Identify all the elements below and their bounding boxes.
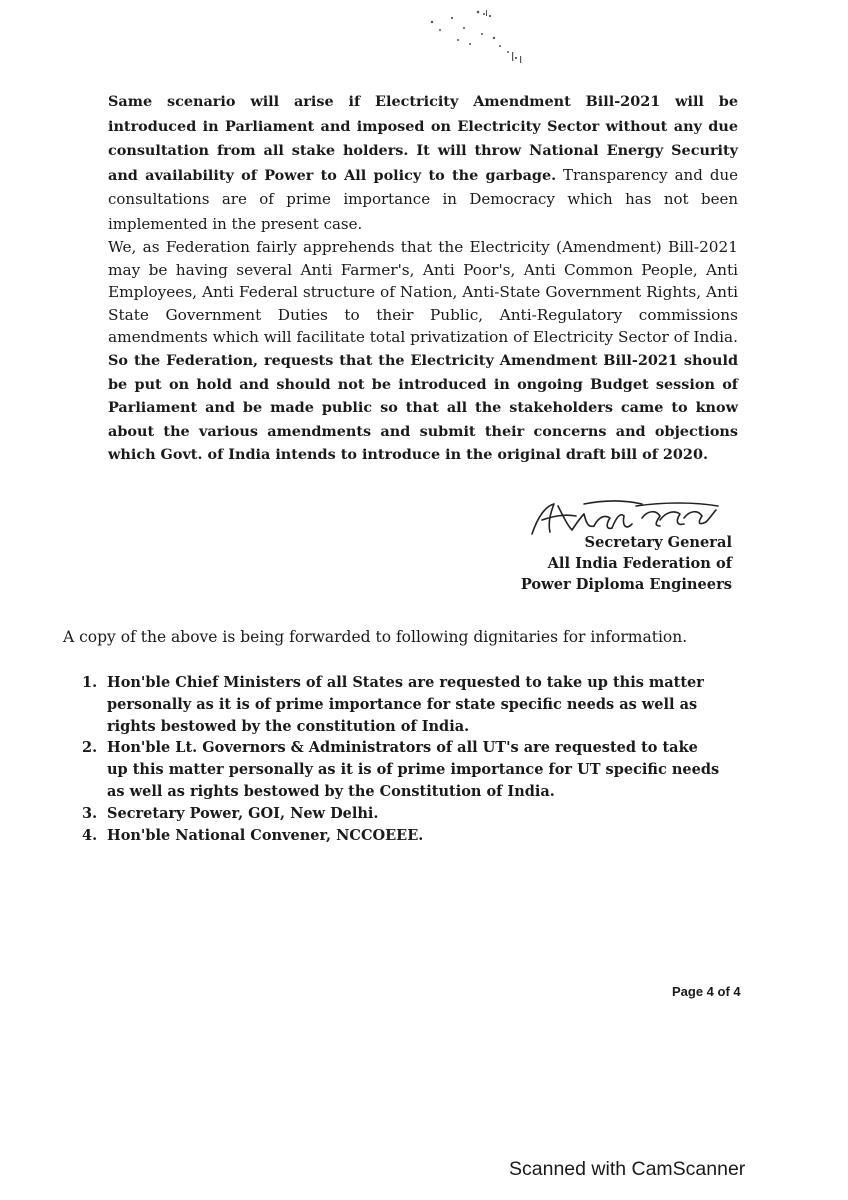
page-number: Page 4 of 4 [672,984,741,999]
list-item [82,737,722,802]
list-item-text: Secretary Power, GOI, New Delhi. [107,804,379,822]
paragraph1-normal-text: Transparency and due consultations are of prime importance in Democracy which has not been implemented in the present case. [108,165,738,233]
paragraph-consultation [108,90,738,238]
list-item-number: 1. [82,674,98,691]
signatory-title: Secretary General [584,534,732,551]
scanner-watermark: Scanned with CamScanner [509,1158,746,1180]
paragraph-federation-request [108,236,738,467]
paragraph2-normal-text: We, as Federation fairly apprehends that the Electricity (Amendment) Bill-2021 may be having several Anti Farmer's, Anti Poor's, Anti Common People, Anti Employees, Anti Federal structure of Nation, Anti-State Government Rights, Anti State Government Duties to their Public, Anti-Regulatory commissions amendments which will facilitate total privatization of Electricity Sector of India. [108,238,738,347]
organization-line-2: Power Diploma Engineers [520,576,732,593]
list-item-number: 2. [82,739,98,757]
recipient-list [82,672,722,846]
list-item [82,825,722,847]
paragraph2-bold-text: So the Federation, requests that the Electricity Amendment Bill-2021 should be put on hold and should not be introduced in ongoing Budget session of Parliament and be made public so that all the stakeholders came to know about the various amendments and submit their concerns and objections which Govt. of India intends to introduce in the original draft bill of 2020. [108,351,738,464]
list-item [82,672,722,737]
paragraph1-bold-text: Same scenario will arise if Electricity Amendment Bill-2021 will be introduced in Parliament and imposed on Electricity Sector without any due consultation from all stake holders. It will throw National Energy Security and availability of Power to All policy to the garbage. [108,93,738,184]
list-item [82,803,722,825]
list-item-number: 4. [82,826,98,844]
organization-line-1: All India Federation of [547,555,732,572]
forward-line: A copy of the above is being forwarded to following dignitaries for information. [63,628,688,646]
list-item-text: Hon'ble Lt. Governors & Administrators of all UT's are requested to take up this matter personally as it is of prime importance for UT specific needs as well as rights bestowed by the Constitution of India. [107,739,720,800]
list-item-text: Hon'ble Chief Ministers of all States are requested to take up this matter personally as it is of prime importance for state specific needs as well as rights bestowed by the constitution of India. [107,674,704,735]
list-item-text: Hon'ble National Convener, NCCOEEE. [107,826,424,844]
signature-block [521,532,732,595]
list-item-number: 3. [82,804,98,822]
scan-artifact [420,0,530,70]
